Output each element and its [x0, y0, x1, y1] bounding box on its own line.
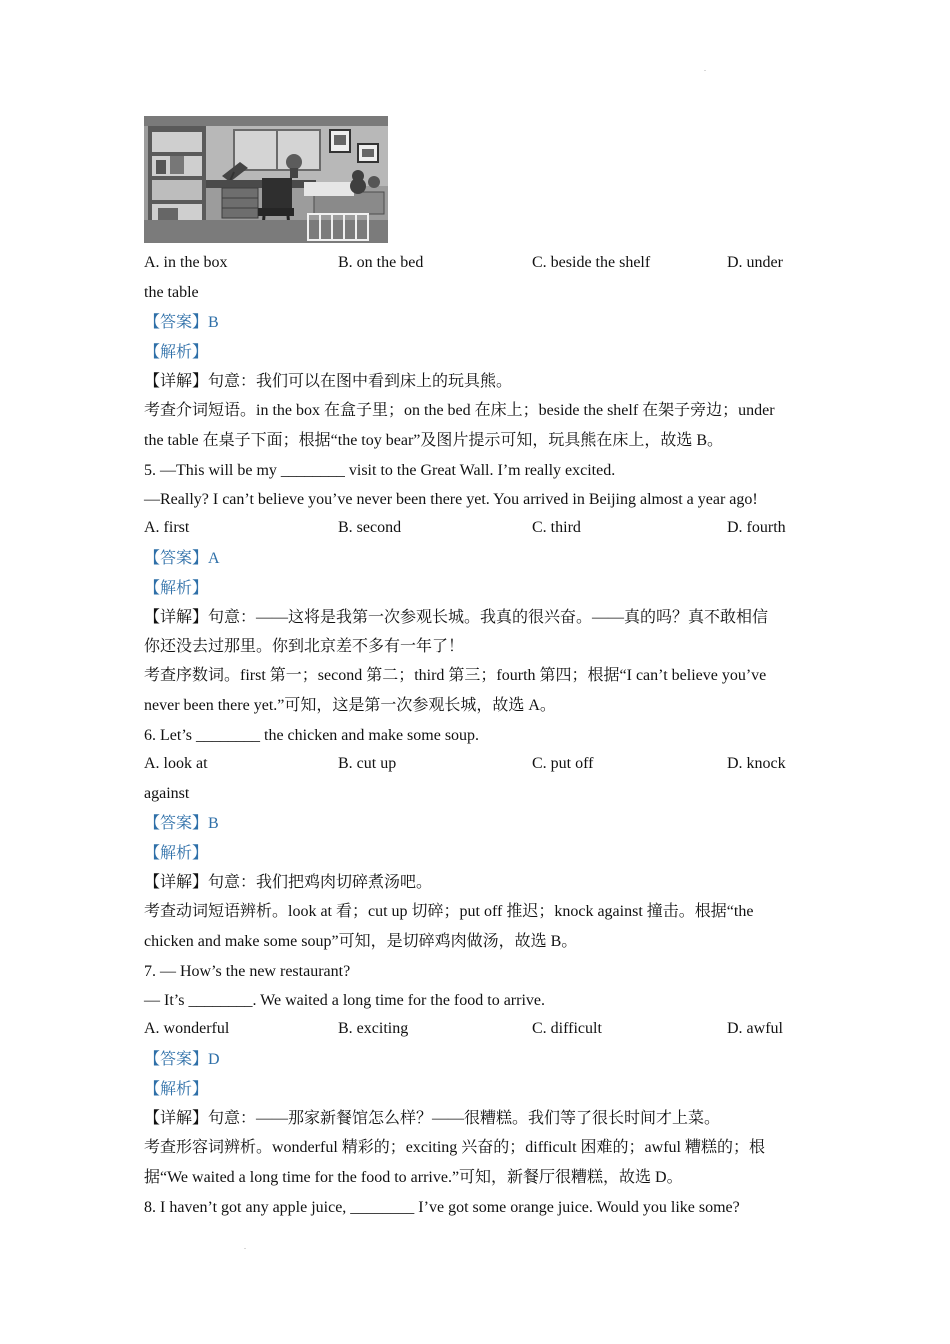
- q4-explain-1: 考查介词短语。in the box 在盒子里；on the bed 在床上；beside the shelf 在架子旁边；under: [144, 402, 775, 419]
- q5-detail-1: 【详解】句意：——这将是我第一次参观长城。我真的很兴奋。——真的吗？真不敢相信: [144, 609, 769, 626]
- q6-option-d: D. knock: [727, 755, 786, 772]
- q7-option-d: D. awful: [727, 1020, 783, 1037]
- q5-detail-2: 你还没去过那里。你到北京差不多有一年了！: [144, 638, 465, 655]
- q4-option-c: C. beside the shelf: [532, 254, 651, 271]
- page-mark-top: .: [704, 64, 706, 73]
- q6-option-d-cont: against: [144, 785, 190, 802]
- q7-detail: 【详解】句意：——那家新餐馆怎么样？——很糟糕。我们等了很长时间才上菜。: [144, 1110, 721, 1127]
- q4-analysis-heading: 【解析】: [144, 344, 209, 361]
- q5-option-d: D. fourth: [727, 519, 786, 536]
- q6-explain-2: chicken and make some soup”可知，是切碎鸡肉做汤，故选 B。: [144, 933, 578, 950]
- q4-option-a: A. in the box: [144, 254, 228, 271]
- q6-explain-1: 考查动词短语辨析。look at 看；cut up 切碎；put off 推迟；knock against 撞击。根据“the: [144, 903, 754, 920]
- q6-stem: 6. Let’s ________ the chicken and make some soup.: [144, 727, 480, 744]
- q4-option-d-cont: the table: [144, 284, 199, 301]
- q5-option-b: B. second: [338, 519, 402, 536]
- q4-explain-2: the table 在桌子下面；根据“the toy bear”及图片提示可知，玩具熊在床上，故选 B。: [144, 432, 724, 449]
- q6-answer: 【答案】B: [144, 815, 219, 832]
- q7-option-b: B. exciting: [338, 1020, 409, 1037]
- q5-option-a: A. first: [144, 519, 190, 536]
- q4-option-b: B. on the bed: [338, 254, 424, 271]
- q5-option-c: C. third: [532, 519, 581, 536]
- q7-answer: 【答案】D: [144, 1051, 220, 1068]
- q6-option-a: A. look at: [144, 755, 208, 772]
- q8-stem: 8. I haven’t got any apple juice, ________ I’ve got some orange juice. Would you like some?: [144, 1199, 740, 1216]
- q5-explain-1: 考查序数词。first 第一；second 第二；third 第三；fourth 第四；根据“I can’t believe you’ve: [144, 667, 767, 684]
- q5-analysis-heading: 【解析】: [144, 580, 209, 597]
- q7-analysis-heading: 【解析】: [144, 1081, 209, 1098]
- q4-option-d: D. under: [727, 254, 783, 271]
- q7-option-c: C. difficult: [532, 1020, 602, 1037]
- q5-answer: 【答案】A: [144, 550, 220, 567]
- q7-explain-2: 据“We waited a long time for the food to arrive.”可知，新餐厅很糟糕，故选 D。: [144, 1169, 683, 1186]
- q4-answer: 【答案】B: [144, 314, 219, 331]
- q6-option-b: B. cut up: [338, 755, 397, 772]
- q5-explain-2: never been there yet.”可知，这是第一次参观长城，故选 A。: [144, 697, 556, 714]
- q5-stem-1: 5. —This will be my ________ visit to the Great Wall. I’m really excited.: [144, 462, 616, 479]
- q6-analysis-heading: 【解析】: [144, 845, 209, 862]
- q7-explain-1: 考查形容词辨析。wonderful 精彩的；exciting 兴奋的；difficult 困难的；awful 糟糕的；根: [144, 1139, 765, 1156]
- q5-stem-2: —Really? I can’t believe you’ve never been there yet. You arrived in Beijing almost a year ago!: [144, 491, 758, 508]
- bedroom-illustration: [144, 116, 388, 243]
- page-mark-bottom: .: [244, 1242, 246, 1251]
- q4-detail: 【详解】句意：我们可以在图中看到床上的玩具熊。: [144, 373, 513, 390]
- q7-stem-1: 7. — How’s the new restaurant?: [144, 963, 351, 980]
- q7-stem-2: — It’s ________. We waited a long time for the food to arrive.: [144, 992, 545, 1009]
- q7-option-a: A. wonderful: [144, 1020, 230, 1037]
- q6-detail: 【详解】句意：我们把鸡肉切碎煮汤吧。: [144, 874, 433, 891]
- q6-option-c: C. put off: [532, 755, 594, 772]
